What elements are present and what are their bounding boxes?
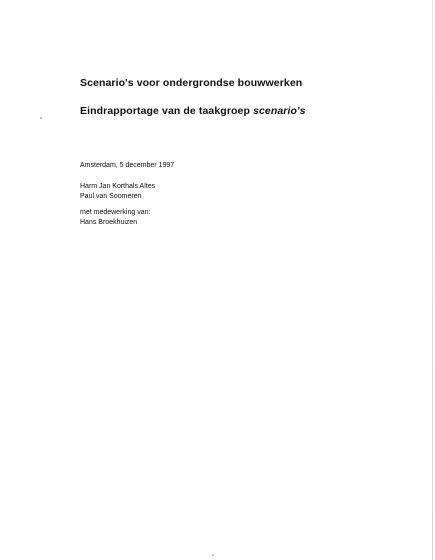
scan-speck [40, 117, 42, 119]
scan-speck [212, 554, 214, 556]
date-text: Amsterdam, 5 december 1997 [80, 162, 175, 169]
document-subtitle [80, 105, 306, 117]
author-name: Paul van Soomeren [80, 192, 142, 200]
collaboration-label: met medewerking van: [80, 209, 151, 216]
subtitle-text: Eindrapportage van de taakgroep [80, 105, 253, 117]
date-line [80, 161, 174, 171]
subtitle-emphasis: scenario's [253, 105, 306, 117]
scan-edge [432, 0, 433, 560]
collaboration-block [80, 208, 150, 227]
author-name: Harm Jan Korthals Altes [80, 183, 156, 190]
collaborator-name: Hans Broekhuizen [80, 218, 138, 226]
authors-block [80, 182, 155, 201]
document-title: Scenario's voor ondergrondse bouwwerken [80, 77, 303, 89]
